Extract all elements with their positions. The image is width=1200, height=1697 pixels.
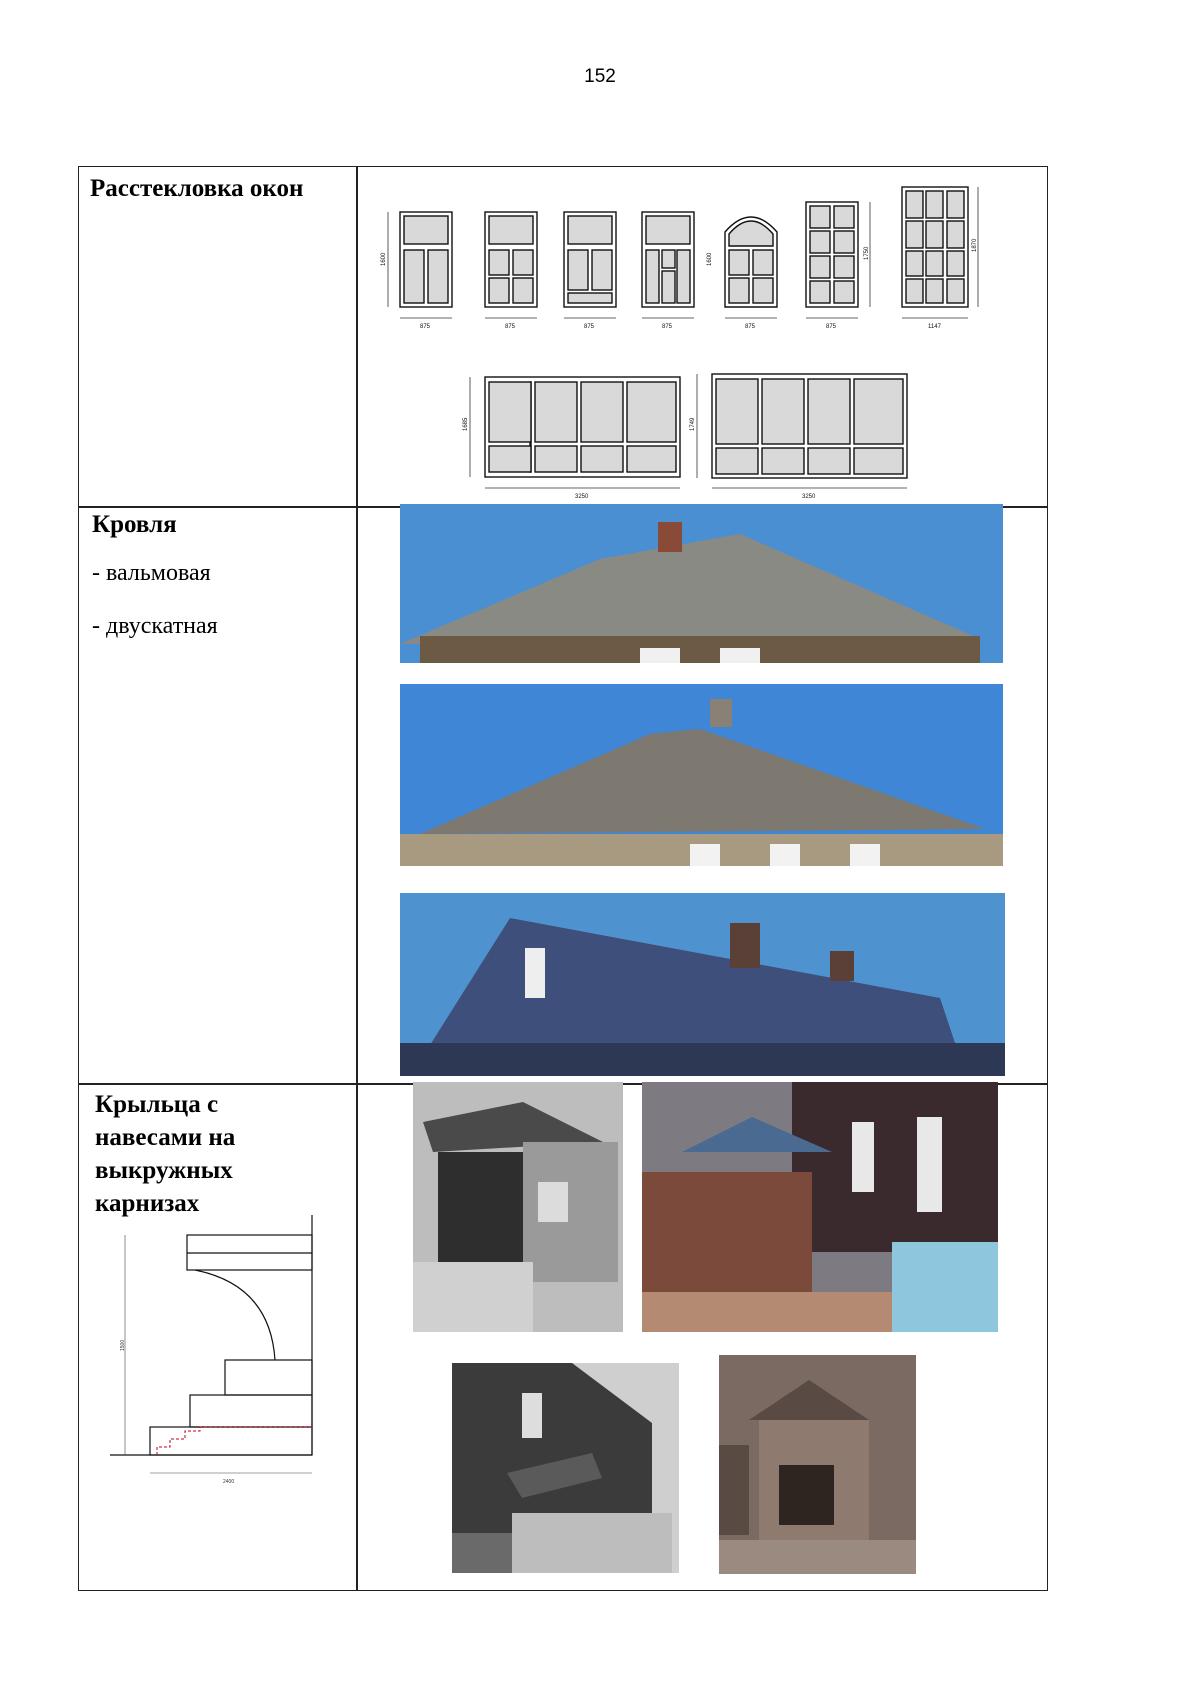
- roof-photo-1: [400, 504, 1003, 663]
- dim-height-2: 1600: [707, 252, 713, 266]
- dim-width-3: 875: [584, 324, 595, 330]
- dim-height-1: 1600: [381, 252, 387, 266]
- roof-photo-3: [400, 893, 1005, 1076]
- porch-dim-width: 2400: [223, 1479, 235, 1485]
- dim-width-2: 875: [505, 324, 516, 330]
- row-title-roof: Кровля: [92, 511, 177, 538]
- porch-photo-1: [413, 1082, 623, 1332]
- dim-group-width-2: 3250: [802, 494, 816, 500]
- row-title-porch-1: Крыльца с: [95, 1091, 219, 1118]
- porch-photo-2: [642, 1082, 998, 1332]
- porch-photo-3: [452, 1363, 679, 1573]
- porch-dim-height: 1500: [120, 1339, 126, 1351]
- page-number: 152: [584, 66, 616, 87]
- dim-width-4: 875: [662, 324, 673, 330]
- row-title-windows: Расстекловка окон: [90, 175, 304, 202]
- roof-type-gable: - двускатная: [92, 613, 218, 639]
- row-title-porch-2: навесами на: [95, 1124, 236, 1151]
- dim-group-height-1: 1685: [463, 417, 469, 431]
- porch-photo-4: [719, 1355, 916, 1574]
- window-glazing-drawing: [370, 170, 1030, 500]
- roof-photo-2: [400, 684, 1003, 866]
- dim-width-5: 875: [745, 324, 756, 330]
- dim-group-width-1: 3250: [575, 494, 589, 500]
- column-divider: [356, 166, 358, 1591]
- row-title-porch-3: выкружных: [95, 1157, 233, 1184]
- dim-width-7: 1147: [928, 324, 941, 330]
- dim-group-height-2: 1749: [690, 417, 696, 431]
- row-title-porch-4: карнизах: [95, 1190, 200, 1217]
- dim-height-4: 1870: [972, 238, 978, 252]
- dim-width-1: 875: [420, 324, 431, 330]
- dim-width-6: 875: [826, 324, 837, 330]
- porch-cornice-drawing: [105, 1215, 325, 1490]
- roof-type-hip: - вальмовая: [92, 560, 211, 586]
- dim-height-3: 1750: [864, 246, 870, 260]
